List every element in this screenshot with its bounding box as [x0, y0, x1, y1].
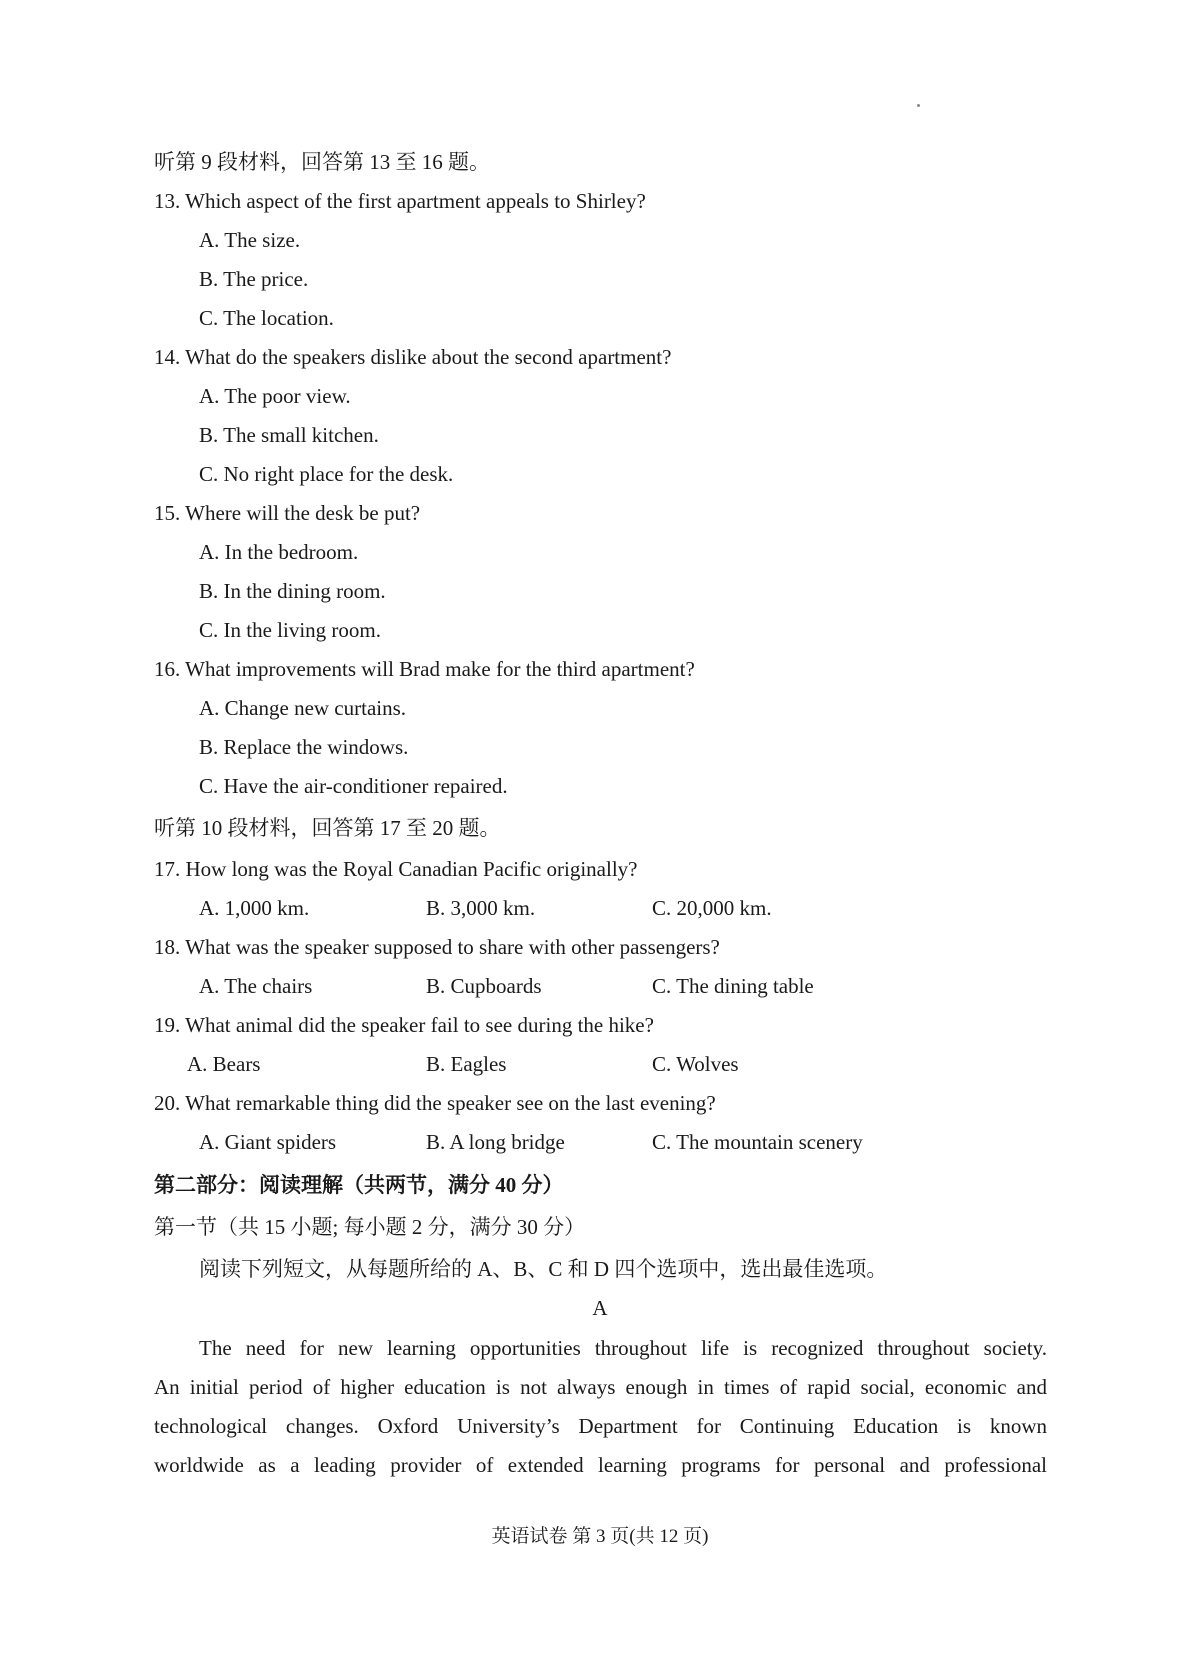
q19-stem: 19. What animal did the speaker fail to see during the hike? — [154, 1013, 654, 1037]
q15-stem: 15. Where will the desk be put? — [154, 501, 421, 525]
q20-option-c: C. The mountain scenery — [652, 1130, 863, 1154]
section9-header: 听第 9 段材料，回答第 13 至 16 题。 — [154, 150, 490, 174]
q17-stem: 17. How long was the Royal Canadian Pacific originally? — [154, 857, 638, 881]
passage-line-4: worldwide as a leading provider of extended learning programs for personal and professional — [154, 1453, 1047, 1477]
scan-speck — [917, 104, 920, 107]
q16-option-b: B. Replace the windows. — [199, 735, 409, 759]
q14-option-b: B. The small kitchen. — [199, 423, 379, 447]
q17-option-c: C. 20,000 km. — [652, 896, 772, 920]
q13-stem: 13. Which aspect of the first apartment appeals to Shirley? — [154, 189, 646, 213]
q17-option-b: B. 3,000 km. — [426, 896, 536, 920]
q18-stem: 18. What was the speaker supposed to share with other passengers? — [154, 935, 720, 959]
q18-option-a: A. The chairs — [199, 974, 313, 998]
q20-option-a: A. Giant spiders — [199, 1130, 337, 1154]
q20-stem: 20. What remarkable thing did the speaker see on the last evening? — [154, 1091, 716, 1115]
page-footer: 英语试卷 第 3 页(共 12 页) — [491, 1526, 709, 1547]
q19-option-a: A. Bears — [187, 1052, 261, 1076]
q14-option-c: C. No right place for the desk. — [199, 462, 454, 486]
q16-stem: 16. What improvements will Brad make for the third apartment? — [154, 657, 695, 681]
q13-option-a: A. The size. — [199, 228, 301, 252]
q17-option-a: A. 1,000 km. — [199, 896, 310, 920]
q15-option-b: B. In the dining room. — [199, 579, 386, 603]
q18-option-c: C. The dining table — [652, 974, 814, 998]
passage-line-3: technological changes. Oxford University’s Department for Continuing Education is known — [154, 1414, 1047, 1438]
q18-option-b: B. Cupboards — [426, 974, 542, 998]
q14-option-a: A. The poor view. — [199, 384, 351, 408]
passage-line-1: The need for new learning opportunities throughout life is recognized throughout society. — [199, 1336, 1047, 1360]
q15-option-c: C. In the living room. — [199, 618, 381, 642]
q16-option-c: C. Have the air-conditioner repaired. — [199, 774, 508, 798]
section10-header: 听第 10 段材料，回答第 17 至 20 题。 — [154, 816, 501, 840]
q19-option-b: B. Eagles — [426, 1052, 507, 1076]
part2-instruction: 阅读下列短文，从每题所给的 A、B、C 和 D 四个选项中，选出最佳选项。 — [199, 1257, 888, 1281]
part2-title: 第二部分：阅读理解（共两节，满分 40 分） — [154, 1173, 564, 1197]
passage-line-2: An initial period of higher education is not always enough in times of rapid social, economic and — [154, 1375, 1047, 1399]
q15-option-a: A. In the bedroom. — [199, 540, 359, 564]
passage-label: A — [592, 1296, 608, 1320]
part2-section1-header: 第一节（共 15 小题; 每小题 2 分，满分 30 分） — [154, 1215, 586, 1239]
q13-option-b: B. The price. — [199, 267, 309, 291]
q19-option-c: C. Wolves — [652, 1052, 739, 1076]
q13-option-c: C. The location. — [199, 306, 334, 330]
q16-option-a: A. Change new curtains. — [199, 696, 407, 720]
q14-stem: 14. What do the speakers dislike about the second apartment? — [154, 345, 672, 369]
q20-option-b: B. A long bridge — [426, 1130, 565, 1154]
